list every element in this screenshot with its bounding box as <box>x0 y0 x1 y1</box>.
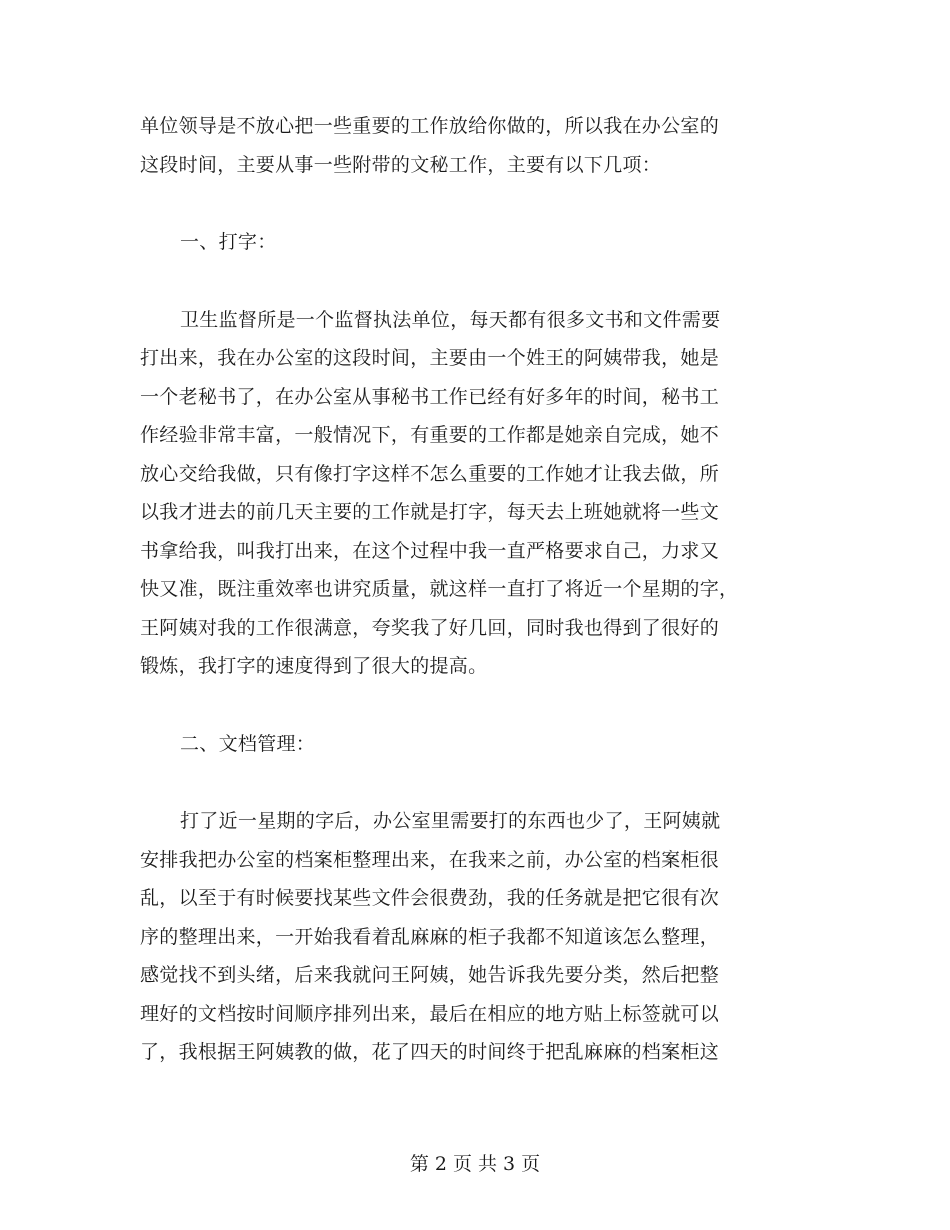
section-heading-filing <box>140 725 810 764</box>
paragraph-typing <box>140 301 810 686</box>
text-line: 打了近一星期的字后，办公室里需要打的东西也少了，王阿姨就 <box>180 810 721 832</box>
text-line: 单位领导是不放心把一些重要的工作放给你做的，所以我在办公室的 <box>140 115 720 137</box>
section-heading: 一、打字： <box>180 231 277 253</box>
text-line: 这段时间，主要从事一些附带的文秘工作，主要有以下几项： <box>140 153 662 176</box>
section-heading: 二、文档管理： <box>180 732 316 755</box>
text-line: 放心交给我做，只有像打字这样不怎么重要的工作她才让我去做，所 <box>140 462 720 485</box>
text-line: 了，我根据王阿姨教的做，花了四天的时间终于把乱麻麻的档案柜这 <box>140 1041 720 1063</box>
text-line: 理好的文档按时间顺序排列出来，最后在相应的地方贴上标签就可以 <box>140 1002 720 1025</box>
text-line: 书拿给我，叫我打出来，在这个过程中我一直严格要求自己，力求又 <box>140 539 720 562</box>
text-line: 一个老秘书了，在办公室从事秘书工作已经有好多年的时间，秘书工 <box>140 385 720 408</box>
text-line: 作经验非常丰富，一般情况下，有重要的工作都是她亲自完成，她不 <box>140 424 720 446</box>
text-line: 安排我把办公室的档案柜整理出来，在我来之前，办公室的档案柜很 <box>140 848 720 871</box>
page-number-footer: 第 2 页 共 3 页 <box>409 1153 541 1175</box>
paragraph-intro <box>140 107 810 184</box>
text-line: 乱，以至于有时候要找某些文件会很费劲，我的任务就是把它很有次 <box>140 887 720 909</box>
document-body <box>140 107 810 1072</box>
section-heading-typing <box>140 223 810 262</box>
text-line: 卫生监督所是一个监督执法单位，每天都有很多文书和文件需要 <box>180 308 721 331</box>
text-line: 打出来，我在办公室的这段时间，主要由一个姓王的阿姨带我，她是 <box>140 347 720 369</box>
text-line: 以我才进去的前几天主要的工作就是打字，每天去上班她就将一些文 <box>140 501 720 523</box>
paragraph-gap <box>140 184 810 223</box>
paragraph-gap <box>140 686 810 725</box>
text-line: 王阿姨对我的工作很满意，夸奖我了好几回，同时我也得到了很好的 <box>140 616 720 639</box>
text-line: 锻炼，我打字的速度得到了很大的提高。 <box>140 655 488 677</box>
paragraph-gap <box>140 763 810 802</box>
paragraph-gap <box>140 262 810 301</box>
text-line: 感觉找不到头绪，后来我就问王阿姨，她告诉我先要分类，然后把整 <box>140 964 720 986</box>
text-line: 快又准，既注重效率也讲究质量，就这样一直打了将近一个星期的字， <box>140 578 739 600</box>
paragraph-filing <box>140 802 810 1072</box>
text-line: 序的整理出来，一开始我看着乱麻麻的柜子我都不知道该怎么整理， <box>140 925 720 948</box>
